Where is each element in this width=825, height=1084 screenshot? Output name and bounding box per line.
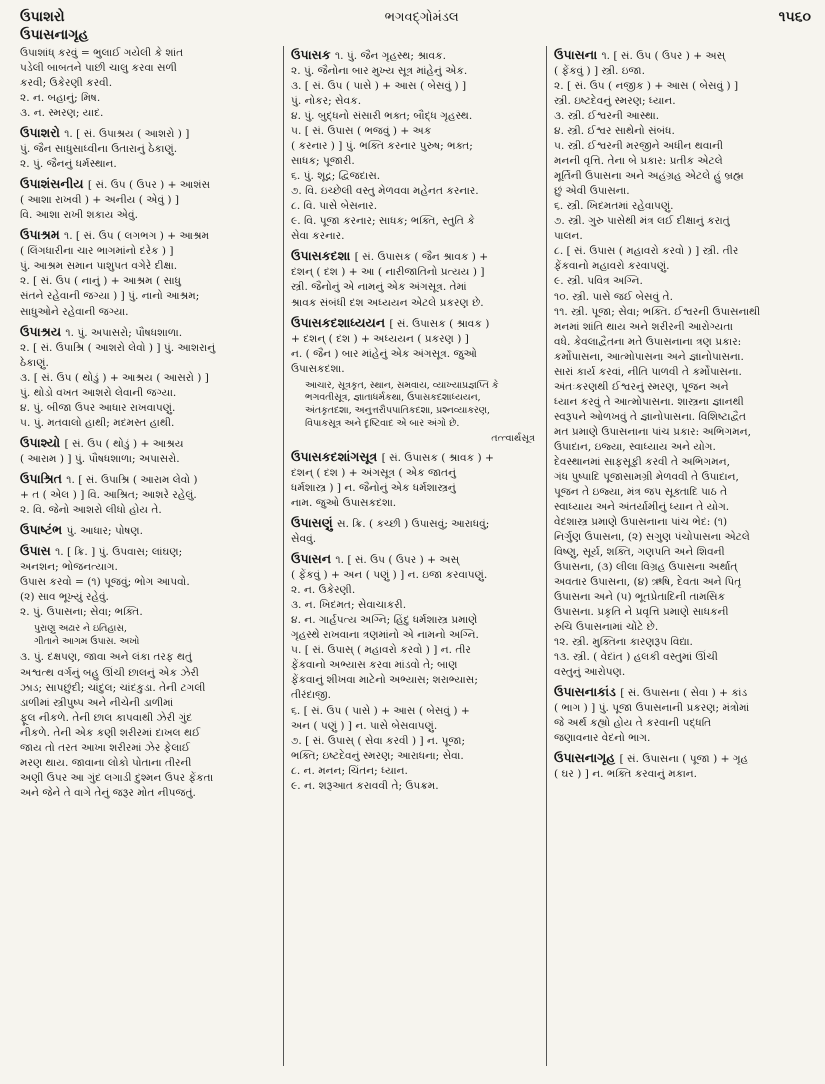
headword: ઉપાસના bbox=[554, 47, 602, 62]
entry-line: ઉપાદાન, ઇજ્યા, સ્વાધ્યાય અને યોગ. bbox=[554, 440, 716, 453]
headword: ઉપાસકદશાધ્યયન bbox=[291, 314, 390, 330]
dictionary-entry bbox=[20, 542, 276, 620]
entry-line: ધર્મશાસ્ત્ર ) ] ન. જૈનોનું એક ધર્મશાસ્ત્રનું bbox=[291, 482, 456, 495]
entry-line: ઉપાશ્રમ ૧. [ સં. ઉપ ( લગભગ ) + આશ્રમ bbox=[20, 227, 210, 243]
dictionary-entry bbox=[291, 514, 539, 547]
entry-line: નામ. જુઓ ઉપાસકદશા. bbox=[291, 497, 397, 510]
entry-line: ભક્તિ; ઇષ્ટદેવનું સ્મરણ; આરાધના; સેવા. bbox=[291, 749, 464, 762]
entry-line: ૭. [ સં. ઉપાસ્ ( સેવા કરવી ) ] ન. પૂજા; bbox=[291, 734, 466, 747]
entry-line: ( આશા રાખવી ) + અનીય ( એવું ) ] bbox=[20, 194, 180, 207]
entry-line: પું. નોકર; સેવક. bbox=[291, 95, 362, 108]
headword: ઉપાસણું bbox=[291, 515, 338, 531]
entry-line: ( ઘર ) ] ન. ભક્તિ કરવાનું મકાન. bbox=[554, 768, 698, 781]
entry-line: ૧૩. સ્ત્રી. ( વેદાંત ) હલકી વસ્તુમાં ઊંચી bbox=[554, 651, 718, 664]
quotation-line: અંતકૃતદશા, અનુત્તરૌપપાતિકદશા, પ્રશ્નવ્યાકરણ, bbox=[305, 405, 490, 417]
entry-line: ૨. ન. બહાનું; મિષ. bbox=[20, 92, 101, 105]
entry-line: ઉપાશ્યો [ સં. ઉપ ( થોડું ) + આશ્રય bbox=[20, 434, 184, 450]
quotation-line: ભગવતીસૂત્ર, જ્ઞાતાધર્મકથા, ઉપાસકદશાધ્યયન, bbox=[305, 392, 481, 404]
entry-line: દશન્ ( દશ ) + અંગસૂત્ર ( એક જાતનું bbox=[291, 467, 456, 480]
entry-line: વિ. આશા રાખી શકાય એવું. bbox=[20, 209, 138, 222]
entry-line: ૫. [ સં. ઉપાસ્ ( મહાવરો કરવો ) ] ન. તીર bbox=[291, 644, 471, 657]
headword: ઉપાશ્રય bbox=[20, 323, 66, 339]
entry-line: મૂર્તિની ઉપાસના અને અહંગ્રહ એટલે હું બ્રહ્મ bbox=[554, 170, 744, 183]
dictionary-entry bbox=[20, 470, 276, 518]
dictionary-entry bbox=[291, 46, 539, 244]
headword: ઉપાશ્રિત bbox=[20, 470, 67, 486]
entry-line: ૭. સ્ત્રી. ગુરુ પાસેથી મંત્ર લઈ દીક્ષાનું કરાતું bbox=[554, 215, 730, 228]
entry-line: ઉપાસનાગૃહ [ સં. ઉપાસના ( પૂજા ) + ગૃહ bbox=[554, 750, 749, 766]
entry-line: સાધક; પૂજારી. bbox=[291, 155, 355, 168]
entry-line: ફૂલ નીકળે. તેની છાલ કાપવાથી ઝેરી ગુંદ bbox=[20, 711, 193, 724]
entry-line: ૪. ન. ગાર્હપત્ય અગ્નિ; હિંદુ ધર્મશાસ્ત્ર પ્રમાણે bbox=[291, 614, 478, 627]
entry-line: ૧૨. સ્ત્રી. મુક્તિના કારણરૂપ વિદ્યા. bbox=[554, 636, 693, 649]
entry-line: સેવવું. bbox=[291, 533, 317, 546]
entry-line: ૪. પું. બીજા ઉપર આધાર રાખવાપણું. bbox=[20, 401, 176, 414]
headword: ઉપાશંસનીય bbox=[20, 176, 88, 192]
entry-line: ગંધ પુષ્પાદિ પૂજાસામગ્રી મેળવવી તે ઉપાદાન, bbox=[554, 470, 739, 483]
entry-line: ધ્યાન કરવું તે આત્મોપાસના. શાસ્ત્રના જ્ઞાનથી bbox=[554, 395, 744, 408]
dictionary-entry bbox=[291, 314, 539, 377]
entry-line: ૨. પું. જૈનોના બાર મુખ્ય સૂત્ર માંહેનું એક. bbox=[291, 65, 468, 78]
entry-line: પડેલી બાબતને પાછી ચાલુ કરવા સળી bbox=[20, 62, 177, 75]
entry-line: ૯. સ્ત્રી. પવિત્ર અગ્નિ. bbox=[554, 275, 643, 288]
headword: ઉપાસકદશાંગસૂત્ર bbox=[291, 449, 382, 465]
entry-line: ૬. પું. શૂદ્ર; દ્વિજદાસ. bbox=[291, 170, 381, 183]
page-header bbox=[20, 8, 811, 28]
entry-line: નીકળે. તેની એક કણી શરીરમાં દાખલ થઈ bbox=[20, 726, 201, 739]
entry-line: ઉપાષ્ટંભ પું. આધાર; પોષણ. bbox=[20, 521, 144, 537]
book-title: ભગવદ્ગોમંડલ bbox=[384, 10, 459, 25]
entry-line: ( આરામ ) ] પું. પૌષધશાળા; અપાસરો. bbox=[20, 452, 180, 465]
entry-line: પું. થોડો વખત આશરો લેવાની જગ્યા. bbox=[20, 386, 177, 399]
entry-line: દશન્ ( દશ ) + આ ( નારીજાતિનો પ્રત્યય ) ] bbox=[291, 266, 485, 279]
quotation bbox=[305, 380, 539, 431]
entry-line: ૩. પું. દક્ષપણ, જાવા અને લંકા તરફ થતું bbox=[20, 651, 192, 664]
headword: ઉપાસનાકાંડ bbox=[554, 684, 621, 700]
entry-line: ઉપાસક ૧. પું. જૈન ગૃહસ્થ; શ્રાવક. bbox=[291, 47, 447, 62]
quotation-line: ગીતાને આગમ ઉપાસ. અખો bbox=[34, 635, 140, 647]
entry-line: ૩. ન. સ્મરણ; યાદ. bbox=[20, 107, 104, 120]
dictionary-entry bbox=[554, 749, 802, 782]
entry-line: ઝાડ; સાપછુંદી; ચાંદુલ; ચાંદકુડા. તેની ટગલી bbox=[20, 681, 206, 694]
entry-line: ૩. સ્ત્રી. ઈશ્વરની આસ્થા. bbox=[554, 110, 660, 123]
entry-line: ૫. સ્ત્રી. ઈશ્વરની મરજીને અધીન થવાની bbox=[554, 140, 724, 153]
quotation bbox=[34, 623, 276, 648]
dictionary-entry bbox=[20, 521, 276, 539]
dictionary-entry bbox=[20, 434, 276, 467]
entry-line: ૩. [ સં. ઉપ ( પાસે ) + આસ ( બેસવું ) ] bbox=[291, 80, 467, 93]
headword: ઉપાષ્ટંભ bbox=[20, 521, 67, 537]
entry-line: ૭. વિ. ઇચ્છેલી વસ્તુ મેળવવા મહેનત કરનાર. bbox=[291, 185, 479, 198]
entry-line: અન ( પણું ) ] ન. પાસે બેસવાપણું. bbox=[291, 719, 438, 732]
entry-line: ઉપાસ ૧. [ ક્રિ. ] પું. ઉપવાસ; લાંઘણ; bbox=[20, 542, 183, 558]
quotation-line: આચાર, સૂત્રકૃત, સ્થાન, સમવાય, વ્યાખ્યાપ્રજ્ઞપ્તિ કે bbox=[305, 379, 499, 391]
entry-line: + ત ( એલ ) ] વિ. આશ્રિત; આશરે રહેલું. bbox=[20, 488, 197, 501]
entry-line: ડાળીમાં સ્ત્રીપુષ્પ અને નીચેની ડાળીમાં bbox=[20, 696, 174, 709]
entry-line: ઉપાસકદશાધ્યયન [ સં. ઉપાસક ( શ્રાવક ) bbox=[291, 314, 490, 330]
entry-line: ૪. સ્ત્રી. ઈશ્વર સાથેનો સંબંધ. bbox=[554, 125, 675, 138]
page-number: ૧૫૬૦ bbox=[778, 9, 811, 25]
entry-line: રુચિ ઉપાસનામાં ચોંટે છે. bbox=[554, 621, 659, 634]
entry-line: વિષ્ણુ, સૂર્ય, શક્તિ, ગણપતિ અને શિવની bbox=[554, 546, 725, 559]
dictionary-entry bbox=[20, 323, 276, 431]
entry-line: સ્વરૂપને ઓળખવું તે જ્ઞાનોપાસના. વિશિષ્ટાદ્વૈત bbox=[554, 410, 747, 423]
entry-line: પું. જૈન સાધુસાધ્વીના ઉતારાનું ઠેકાણું. bbox=[20, 143, 178, 156]
entry-line: ગૃહસ્થે રાખવાના ત્રણમાંનો એ નામનો અગ્નિ. bbox=[291, 629, 479, 642]
entry-line: છું એવી ઉપાસના. bbox=[554, 185, 630, 198]
entry-line: મનની વૃત્તિ. તેના બે પ્રકાર: પ્રતીક એટલે bbox=[554, 155, 723, 168]
last-guide-word: ઉપાસનાગૃહ bbox=[20, 27, 89, 43]
entry-line: અવતાર ઉપાસના, (૪) ઋષિ, દેવતા અને પિતૃ bbox=[554, 576, 742, 589]
entry-line: ઉપાસકદશાંગસૂત્ર [ સં. ઉપાસક ( શ્રાવક ) + bbox=[291, 449, 494, 465]
headword: ઉપાશ્યો bbox=[20, 434, 65, 450]
entry-line: અનશન; ભોજનત્યાગ. bbox=[20, 560, 118, 573]
entry-line: ઉપાશ્રિત ૧. [ સં. ઉપાશ્રિ ( આરામ લેવો ) bbox=[20, 470, 198, 486]
entry-line: ૨. ન. ઉકેરણી. bbox=[291, 584, 356, 597]
entry-line: ૨. [ સં. ઉપ ( નજીક ) + આસ ( બેસવું ) ] bbox=[554, 80, 739, 93]
entry-line: ( કરનાર ) ] પું. ભક્તિ કરનાર પુરુષ; ભક્ત; bbox=[291, 140, 473, 153]
entry-line: અણી ઉપર આ ગુંદ લગાડી દુશ્મન ઉપર ફેંકતા bbox=[20, 771, 214, 784]
entry-line: ઉપાસના અને (૫) ભૂતપ્રેતાદિની તામસિક bbox=[554, 591, 726, 604]
entry-line: ૮. [ સં. ઉપાસ ( મહાવરો કરવો ) ] સ્ત્રી. તીર bbox=[554, 245, 739, 258]
entry-line: ૮. વિ. પાસે બેસનાર. bbox=[291, 200, 378, 213]
entry-line: સારાં કાર્ય કરવાં, નીતિ પાળવી તે કર્મોપાસના. bbox=[554, 365, 742, 378]
headword: ઉપાસકદશા bbox=[291, 248, 355, 264]
entry-line: ન. ( જૈન ) બાર માંહેનું એક અંગસૂત્ર. જુઓ bbox=[291, 347, 477, 360]
entry-line: વસ્તુનું આરોપણ. bbox=[554, 666, 626, 679]
entry-line: અશ્વત્થ વર્ગનું બહુ ઊંચી છાલનું એક ઝેરી bbox=[20, 666, 199, 679]
headword: ઉપાસક bbox=[291, 47, 335, 62]
entry-line: ૪. પું. બુદ્ધનો સંસારી ભક્ત; બૌદ્ધ ગૃહસ્થ. bbox=[291, 110, 473, 123]
entry-line: ૯. ન. શરૂઆત કરાવવી તે; ઉપક્રમ. bbox=[291, 779, 439, 792]
entry-line: ૩. [ સં. ઉપ ( થોડું ) + આશ્રય ( આસરો ) ] bbox=[20, 371, 209, 384]
dictionary-entry bbox=[20, 124, 276, 172]
entry-line: ૫. [ સં. ઉપાસ ( ભજવું ) + અક bbox=[291, 125, 432, 138]
headword: ઉપાસનાગૃહ bbox=[554, 750, 620, 766]
entry-line: ઠેકાણું. bbox=[20, 356, 49, 369]
entry-line: પાલન. bbox=[554, 230, 583, 243]
entry-line: ઉપાસણું સ. ક્રિ. ( કચ્છી ) ઉપાસવું; આરાધવું; bbox=[291, 515, 490, 531]
headword: ઉપાશરો bbox=[20, 125, 65, 141]
entry-line: ( ફેંકવું ) + અન ( પણું ) ] ન. ઇજા કરવાપણું. bbox=[291, 569, 488, 582]
quotation-line: વિપાકસૂત્ર અને દૃષ્ટિવાદ એ બાર અંગો છે. bbox=[305, 417, 460, 429]
column-2 bbox=[283, 46, 546, 1066]
dictionary-entry bbox=[554, 46, 802, 680]
entry-line: ૬. સ્ત્રી. ખિદમતમાં રહેવાપણું. bbox=[554, 200, 674, 213]
quote-source: તત્ત્વાર્થસૂત્ર bbox=[491, 433, 535, 445]
entry-line: ૨. પું. ઉપાસના; સેવા; ભક્તિ. bbox=[20, 606, 143, 619]
entry-line: અને જેને તે વાગે તેનું જરૂર મોત નીપજતું. bbox=[20, 786, 196, 799]
entry-line: ઉપાશ્રય ૧. પું. અપાસરો; પૌષધશાળા. bbox=[20, 323, 183, 339]
dictionary-entry bbox=[291, 448, 539, 511]
entry-line: ઉપાશાંધ્ કરવું = ભુલાઈ ગયેલી કે શાંત bbox=[20, 47, 184, 59]
entry-line: ૨. [ સં. ઉપ ( નાનું ) + આશ્રમ ( સાધુ bbox=[20, 275, 182, 288]
entry-line: ( ભાગ ) ] પું. પૂજા ઉપાસનાની પ્રકરણ; મંત્રોમાં bbox=[554, 702, 750, 715]
dictionary-entry bbox=[20, 226, 276, 319]
entry-line: વધે. કેવલાદ્વૈતના મતે ઉપાસનાના ત્રણ પ્રકાર: bbox=[554, 335, 742, 348]
entry-line: સ્ત્રી. ઇષ્ટદેવનું સ્મરણ; ધ્યાન. bbox=[554, 95, 676, 108]
dictionary-entry bbox=[20, 175, 276, 223]
entry-line: જણાવનાર વેદનો ભાગ. bbox=[554, 732, 651, 745]
entry-line: નિર્ગુણ ઉપાસના, (૨) સગુણ પંચોપાસના એટલે bbox=[554, 531, 750, 543]
entry-line: જે અર્થ કહ્યો હોય તે કરવાની પદ્ધતિ bbox=[554, 717, 712, 730]
entry-line: ઉપાસનાકાંડ [ સં. ઉપાસના ( સેવા ) + કાંડ bbox=[554, 684, 748, 700]
dictionary-entry bbox=[291, 247, 539, 310]
dictionary-entry bbox=[20, 650, 276, 800]
columns bbox=[20, 46, 811, 1066]
dictionary-entry bbox=[20, 46, 276, 121]
entry-line: સાધુઓને રહેવાની જગ્યા. bbox=[20, 305, 129, 318]
entry-line: તીરંદાજી. bbox=[291, 689, 331, 702]
entry-line: મનમાં શાંતિ થાય અને શરીરની આરોગ્યતા bbox=[554, 320, 733, 333]
headword: ઉપાસન bbox=[291, 551, 336, 567]
entry-line: ૨. [ સં. ઉપાશ્રિ ( આશરો લેવો ) ] પું. આશરાનું bbox=[20, 341, 216, 354]
column-1 bbox=[20, 46, 283, 1066]
entry-line: ૩. ન. ખિદમત; સેવાચાકરી. bbox=[291, 599, 407, 612]
headword: ઉપાશ્રમ bbox=[20, 227, 64, 243]
entry-line: જાય તો તરત આખા શરીરમાં ઝેર ફેલાઈ bbox=[20, 741, 191, 754]
headword: ઉપાસ bbox=[20, 542, 56, 558]
left-guide-word: ઉપાશરો bbox=[20, 9, 65, 25]
entry-line: ફેંકવાનું શીખવા માટેનો અભ્યાસ; શરાભ્યાસ; bbox=[291, 674, 478, 687]
entry-line: શ્રાવક સંબંધી દશ અધ્યયન એટલે પ્રકરણ છે. bbox=[291, 296, 484, 309]
entry-line: ૮. ન. મનન; ચિંતન; ધ્યાન. bbox=[291, 764, 408, 777]
entry-line: ફેંકવાનો મહાવરો કરવાપણું. bbox=[554, 260, 670, 273]
entry-line: સંતને રહેવાની જગ્યા ) ] પું. નાનો આશ્રમ; bbox=[20, 290, 200, 303]
entry-line: અંતઃકરણથી ઈશ્વરનું સ્મરણ, પૂજન અને bbox=[554, 380, 729, 393]
column-3 bbox=[546, 46, 809, 1066]
entry-line: (૨) સાવ ભૂખ્યું રહેવું. bbox=[20, 591, 109, 604]
entry-line: ૧૧. સ્ત્રી. પૂજા; સેવા; ભક્તિ. ઈશ્વરની ઉપાસનાથી bbox=[554, 305, 761, 318]
entry-line: ( લિંગધારીના ચાર ભાગમાંનો દરેક ) ] bbox=[20, 245, 174, 258]
entry-line: ઉપાસના, (૩) લીલા વિગ્રહ ઉપાસના અર્થાત્ bbox=[554, 561, 738, 574]
entry-line: ઉપાસકદશા. bbox=[291, 362, 345, 375]
entry-line: ઉપાસના ૧. [ સં. ઉપ ( ઉપર ) + અસ્ bbox=[554, 47, 726, 62]
entry-line: મત પ્રમાણે ઉપાસનાના પાંચ પ્રકાર: અભિગમન, bbox=[554, 425, 752, 438]
entry-line: ( ફેંકવું ) ] સ્ત્રી. ઇજા. bbox=[554, 65, 645, 78]
entry-line: કર્મોપાસના, આત્મોપાસના અને જ્ઞાનોપાસના. bbox=[554, 350, 744, 363]
entry-line: ૫. પું. મતવાલો હાથી; મદમસ્ત હાથી. bbox=[20, 416, 175, 429]
entry-line: સેવા કરનાર. bbox=[291, 230, 345, 243]
quotation-line: પુરાણુ અઢાર ને ઇતિહાસ, bbox=[34, 623, 127, 635]
entry-line: ફેંકવાનો અભ્યાસ કરવા માંડવો તે; બાણ bbox=[291, 659, 458, 672]
entry-line: મરણ થાય. જાવાના લોકો પોતાના તીરની bbox=[20, 756, 192, 769]
entry-line: ૬. [ સં. ઉપ ( પાસે ) + આસ ( બેસવું ) + bbox=[291, 704, 470, 717]
entry-line: સ્વાધ્યાય અને અંતર્યામીનું ધ્યાન તે યોગ. bbox=[554, 500, 730, 513]
entry-line: ૧૦. સ્ત્રી. પાસે જઈ બેસવું તે. bbox=[554, 290, 673, 303]
entry-line: + દશન્ ( દશ ) + અધ્યયન ( પ્રકરણ ) ] bbox=[291, 332, 469, 345]
dictionary-entry bbox=[554, 683, 802, 746]
entry-line: ૨. વિ. જેનો આશરો લીધો હોય તે. bbox=[20, 503, 162, 516]
entry-line: ઉપાસકદશા [ સં. ઉપાસક ( જૈન શ્રાવક ) + bbox=[291, 248, 489, 264]
dictionary-entry bbox=[291, 550, 539, 794]
entry-line: ૨. પું. જૈનનું ધર્મસ્થાન. bbox=[20, 158, 117, 171]
entry-line: ઉપાશંસનીય [ સં. ઉપ ( ઉપર ) + આશંસ bbox=[20, 176, 211, 192]
entry-line: ૯. વિ. પૂજા કરનાર; સાધક; ભક્તિ, સ્તુતિ કે bbox=[291, 215, 475, 228]
entry-line: દેવસ્થાનમાં સાફસૂફી કરવી તે અભિગમન, bbox=[554, 455, 730, 468]
entry-line: વેદશાસ્ત્ર પ્રમાણે ઉપાસનાના પાંચ ભેદ: (૧) bbox=[554, 515, 728, 528]
entry-line: ઉપાસ કરવો = (૧) પૂજવું; ભોગ આપવો. bbox=[20, 576, 190, 588]
entry-line: પું. આશ્રમ સમાન પાશુપત વગેરે દીક્ષા. bbox=[20, 260, 178, 273]
entry-line: સ્ત્રી. જૈનોનું એ નામનું એક અંગસૂત્ર. તેમાં bbox=[291, 281, 467, 294]
entry-line: ઉપાશરો ૧. [ સં. ઉપાશ્રય ( આશરો ) ] bbox=[20, 125, 190, 141]
entry-line: ઉપાસના. પ્રકૃતિ ને પ્રવૃત્તિ પ્રમાણે સાધકની bbox=[554, 606, 729, 619]
entry-line: પૂજન તે ઇજ્યા, મંત્ર જપ સૂક્તાદિ પાઠ તે bbox=[554, 485, 728, 498]
entry-line: ઉપાસન ૧. [ સં. ઉપ ( ઉપર ) + અસ્ bbox=[291, 551, 460, 567]
entry-line: કરવી; ઉકેરણી કરવી. bbox=[20, 77, 113, 90]
